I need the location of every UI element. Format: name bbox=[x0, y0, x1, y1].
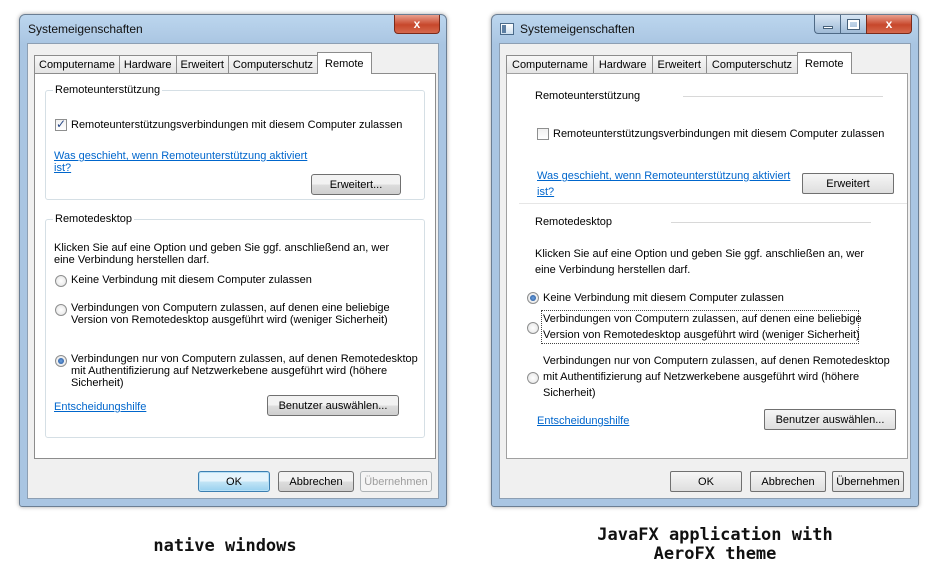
group-title: Remoteunterstützung bbox=[55, 84, 161, 96]
option-nla-only-label[interactable]: Verbindungen nur von Computern zulassen, auf denen Remotedesktop bbox=[71, 353, 418, 365]
window-app-icon bbox=[500, 23, 514, 35]
javafx-system-properties-window bbox=[491, 14, 919, 507]
option-no-connection-label[interactable]: Keine Verbindung mit diesem Computer zulassen bbox=[71, 274, 312, 286]
option-any-version-radio[interactable] bbox=[55, 304, 67, 316]
option-no-connection-radio[interactable] bbox=[527, 292, 539, 304]
remote-assistance-group bbox=[45, 84, 425, 200]
remote-assistance-title: Remoteunterstützung bbox=[535, 90, 641, 102]
remote-assistance-help-link-cont[interactable]: ist? bbox=[54, 162, 72, 174]
remote-desktop-intro: Klicken Sie auf eine Option und geben Sie ggf. anschließend an, wer bbox=[54, 242, 390, 254]
option-no-connection-radio[interactable] bbox=[55, 275, 67, 287]
dialog-client-area bbox=[499, 43, 911, 499]
tab-strip bbox=[506, 52, 851, 74]
maximize-button[interactable] bbox=[840, 15, 866, 34]
cancel-button[interactable]: Abbrechen bbox=[750, 471, 826, 492]
tab-erweitert[interactable]: Erweitert bbox=[652, 55, 707, 74]
close-icon: x bbox=[885, 17, 893, 31]
tab-remote[interactable]: Remote bbox=[797, 52, 852, 74]
caption-javafx-line2: AeroFX theme bbox=[653, 544, 777, 564]
option-nla-only-label-cont[interactable]: mit Authentifizierung auf Netzwerkebene ausgeführt wird (höhere bbox=[543, 371, 860, 383]
window-controls bbox=[814, 15, 912, 34]
option-any-version-label[interactable]: Verbindungen von Computern zulassen, auf denen eine beliebige bbox=[543, 313, 862, 325]
remote-desktop-intro: Klicken Sie auf eine Option und geben Sie ggf. anschließen an, wer bbox=[535, 248, 864, 260]
group-title: Remotedesktop bbox=[55, 213, 133, 225]
remote-assistance-help-link[interactable]: Was geschieht, wenn Remoteunterstützung aktiviert bbox=[54, 150, 308, 162]
dialog-client-area bbox=[27, 43, 439, 499]
window-title: Systemeigenschaften bbox=[28, 22, 143, 36]
remote-tab-panel bbox=[34, 73, 436, 459]
advanced-button[interactable]: Erweitert... bbox=[311, 174, 401, 195]
cancel-button[interactable]: Abbrechen bbox=[278, 471, 354, 492]
option-nla-only-radio[interactable] bbox=[527, 372, 539, 384]
tab-strip bbox=[34, 52, 371, 74]
ok-button[interactable]: OK bbox=[670, 471, 742, 492]
tab-computerschutz[interactable]: Computerschutz bbox=[706, 55, 798, 74]
caption-native: native windows bbox=[153, 536, 297, 556]
option-nla-only-label-cont2[interactable]: Sicherheit) bbox=[71, 377, 124, 389]
tab-hardware[interactable]: Hardware bbox=[119, 55, 177, 74]
select-users-button[interactable]: Benutzer auswählen... bbox=[267, 395, 399, 416]
apply-button[interactable]: Übernehmen bbox=[360, 471, 432, 492]
remote-assistance-help-link-cont[interactable]: ist? bbox=[537, 186, 555, 198]
section-divider bbox=[519, 203, 907, 204]
decision-help-link[interactable]: Entscheidungshilfe bbox=[537, 415, 630, 427]
select-users-button[interactable]: Benutzer auswählen... bbox=[764, 409, 896, 430]
remote-desktop-group bbox=[45, 213, 425, 438]
title-bar[interactable] bbox=[492, 15, 918, 43]
apply-button[interactable]: Übernehmen bbox=[832, 471, 904, 492]
option-nla-only-radio[interactable] bbox=[55, 355, 67, 367]
window-title: Systemeigenschaften bbox=[520, 22, 635, 36]
tab-computerschutz[interactable]: Computerschutz bbox=[228, 55, 318, 74]
minimize-button[interactable] bbox=[814, 15, 840, 34]
remote-tab-panel bbox=[506, 73, 908, 459]
section-divider bbox=[683, 96, 883, 97]
remote-desktop-intro-cont: eine Verbindung herstellen darf. bbox=[54, 254, 210, 266]
option-nla-only-label-cont2[interactable]: Sicherheit) bbox=[543, 387, 596, 399]
option-any-version-label-cont[interactable]: Version von Remotedesktop ausgeführt wird (weniger Sicherheit) bbox=[71, 314, 388, 326]
tab-computername[interactable]: Computername bbox=[34, 55, 120, 74]
tab-remote[interactable]: Remote bbox=[317, 52, 372, 74]
remote-assistance-checkbox-label[interactable]: Remoteunterstützungsverbindungen mit diesem Computer zulassen bbox=[553, 128, 885, 140]
option-any-version-label[interactable]: Verbindungen von Computern zulassen, auf denen eine beliebige bbox=[71, 302, 390, 314]
remote-desktop-title: Remotedesktop bbox=[535, 216, 613, 228]
close-button[interactable] bbox=[866, 15, 912, 34]
option-no-connection-label[interactable]: Keine Verbindung mit diesem Computer zulassen bbox=[543, 292, 784, 304]
caption-javafx bbox=[590, 526, 840, 564]
section-divider bbox=[671, 222, 871, 223]
option-nla-only-label-cont[interactable]: mit Authentifizierung auf Netzwerkebene ausgeführt wird (höhere bbox=[71, 365, 388, 377]
native-system-properties-window bbox=[19, 14, 447, 507]
remote-assistance-checkbox-label[interactable]: Remoteunterstützungsverbindungen mit diesem Computer zulassen bbox=[71, 119, 403, 131]
remote-assistance-checkbox[interactable] bbox=[537, 128, 549, 140]
close-button[interactable] bbox=[394, 15, 440, 34]
caption-javafx-line1: JavaFX application with bbox=[597, 525, 833, 545]
decision-help-link[interactable]: Entscheidungshilfe bbox=[54, 401, 147, 413]
tab-hardware[interactable]: Hardware bbox=[593, 55, 653, 74]
minimize-icon bbox=[823, 26, 833, 29]
option-any-version-radio[interactable] bbox=[527, 322, 539, 334]
close-icon: x bbox=[413, 17, 421, 31]
tab-erweitert[interactable]: Erweitert bbox=[176, 55, 229, 74]
remote-assistance-checkbox[interactable] bbox=[55, 119, 67, 131]
advanced-button[interactable]: Erweitert bbox=[802, 173, 894, 194]
title-bar[interactable] bbox=[20, 15, 446, 43]
remote-desktop-intro-cont: eine Verbindung herstellen darf. bbox=[535, 264, 691, 276]
remote-assistance-help-link[interactable]: Was geschieht, wenn Remoteunterstützung aktiviert bbox=[537, 170, 791, 182]
option-any-version-label-cont[interactable]: Version von Remotedesktop ausgeführt wird (weniger Sicherheit) bbox=[543, 329, 860, 341]
tab-computername[interactable]: Computername bbox=[506, 55, 594, 74]
maximize-icon bbox=[848, 20, 859, 29]
ok-button[interactable]: OK bbox=[198, 471, 270, 492]
window-controls bbox=[394, 15, 440, 34]
option-nla-only-label[interactable]: Verbindungen nur von Computern zulassen, auf denen Remotedesktop bbox=[543, 355, 890, 367]
